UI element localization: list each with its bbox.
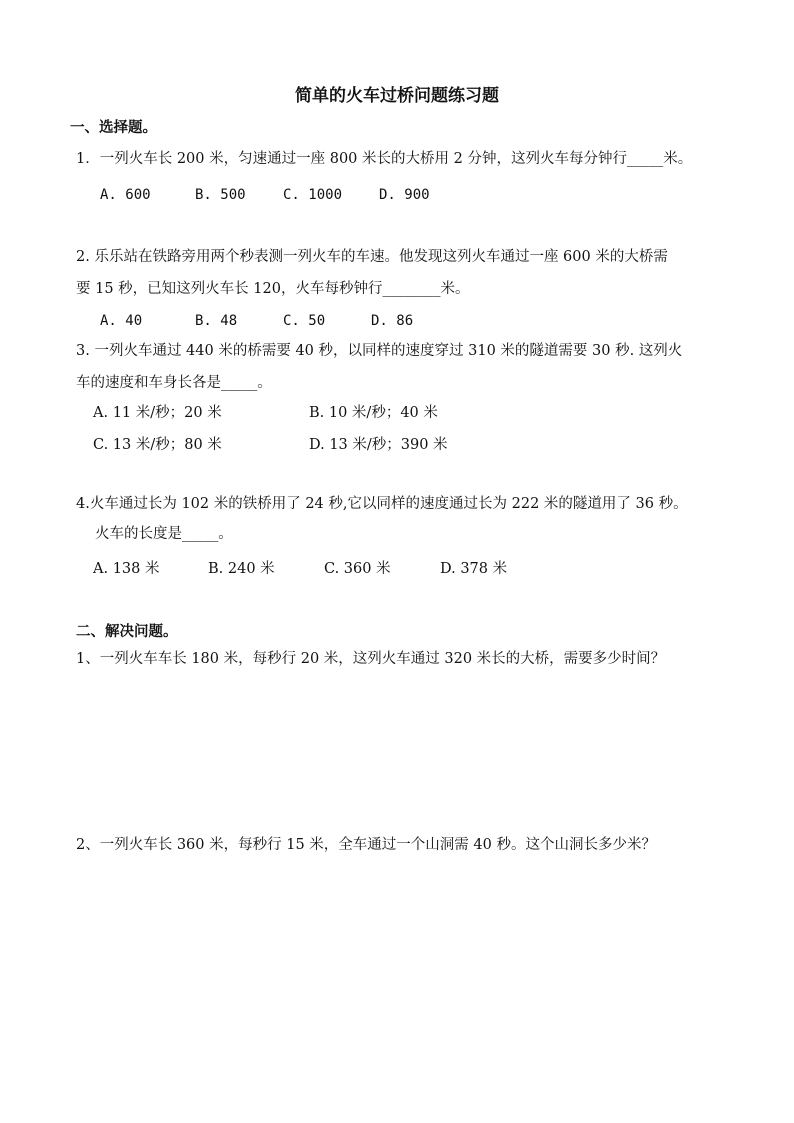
question-1-option-d: D. 900 [379,187,430,203]
question-4-option-c: C. 360 米 [324,561,391,577]
question-3-option-d: D. 13 米/秒；390 米 [309,437,448,453]
question-3-option-b: B. 10 米/秒；40 米 [309,405,438,421]
question-4-option-d: D. 378 米 [440,561,508,577]
problem-1-text: 1、一列火车车长 180 米，每秒行 20 米，这列火车通过 320 米长的大桥，需要多少时间？ [76,651,666,667]
question-2-line-1: 2. 乐乐站在铁路旁用两个秒表测一列火车的车速。他发现这列火车通过一座 600 米的大桥需 [76,249,668,265]
question-2-line-2: 要 15 秒，已知这列火车长 120，火车每秒钟行________米。 [76,281,470,297]
problem-2-text: 2、一列火车长 360 米，每秒行 15 米，全车通过一个山洞需 40 秒。这个山洞长多少米？ [76,837,656,853]
question-3-line-1: 3. 一列火车通过 440 米的桥需要 40 秒，以同样的速度穿过 310 米的隧道需要 30 秒. 这列火 [76,343,683,359]
section-heading-choice: 一、选择题。 [70,119,157,136]
question-2-option-a: A. 40 [100,313,143,329]
question-2-option-c: C. 50 [283,313,326,329]
question-1-option-a: A. 600 [100,187,151,203]
question-2-option-b: B. 48 [195,313,238,329]
question-3-line-2: 车的速度和车身长各是_____。 [76,375,272,391]
question-2-option-d: D. 86 [371,313,414,329]
section-heading-solve: 二、解决问题。 [76,623,178,640]
page-title: 简单的火车过桥问题练习题 [295,86,499,106]
question-4-option-a: A. 138 米 [93,561,160,577]
question-3-option-a: A. 11 米/秒；20 米 [93,405,222,421]
question-1-option-c: C. 1000 [283,187,343,203]
question-1-option-b: B. 500 [195,187,246,203]
question-3-option-c: C. 13 米/秒；80 米 [93,437,222,453]
question-4-option-b: B. 240 米 [208,561,275,577]
question-4-line-1: 4.火车通过长为 102 米的铁桥用了 24 秒,它以同样的速度通过长为 222 米的隧道用了 36 秒。 [76,496,688,512]
question-4-line-2: 火车的长度是_____。 [95,526,233,542]
question-1-line-1: 1．一列火车长 200 米，匀速通过一座 800 米长的大桥用 2 分钟，这列火车每分钟行_____米。 [76,151,693,167]
